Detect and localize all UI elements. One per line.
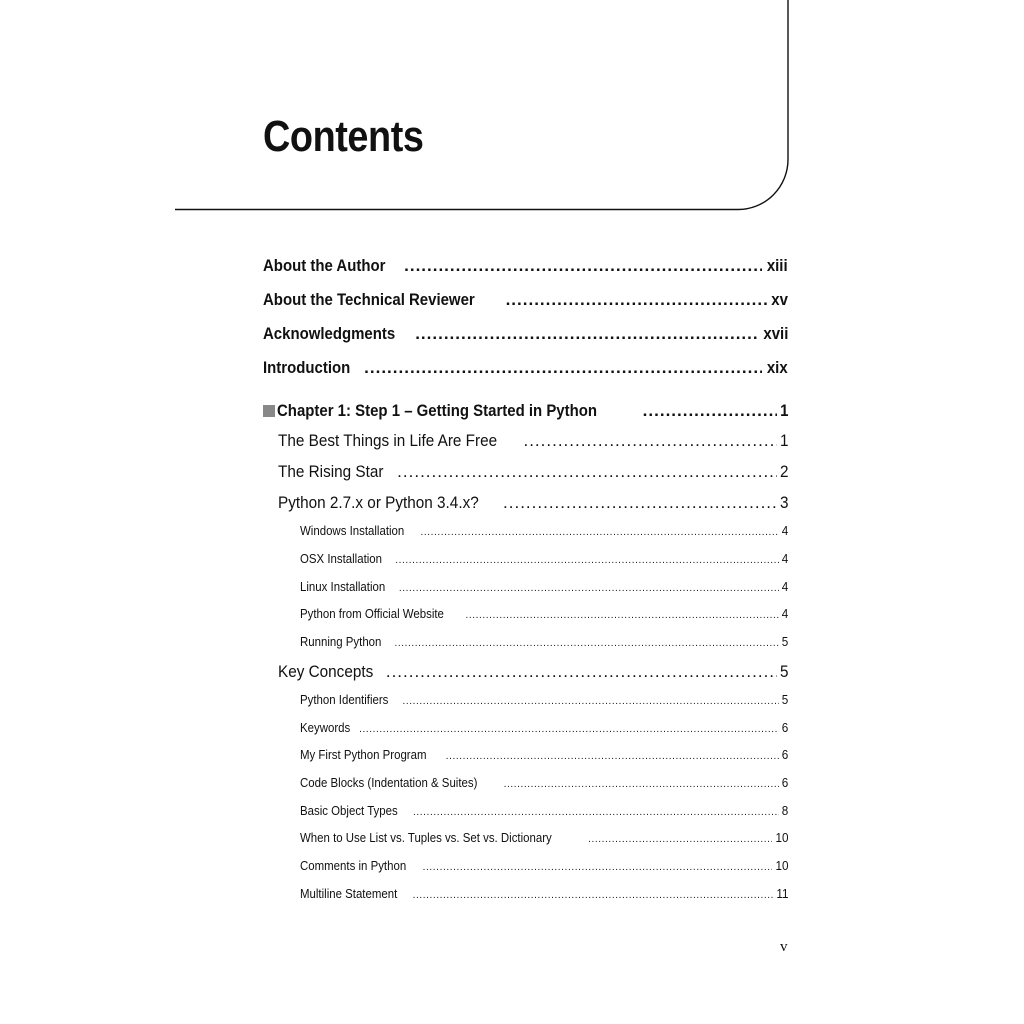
toc-entry-title: My First Python Program: [300, 747, 427, 762]
toc-entry-subsection[interactable]: [300, 550, 788, 570]
toc-entry-page: 5: [779, 662, 788, 681]
chapter-heading: [263, 400, 641, 422]
toc-entry-title: Introduction: [263, 358, 351, 377]
toc-entry-page: 5: [781, 692, 788, 707]
toc-entry-subsection[interactable]: [300, 522, 788, 542]
dot-leader: [386, 661, 777, 683]
dot-leader: [404, 255, 762, 277]
toc-entry-page: 8: [781, 803, 788, 818]
toc-entry-title: Code Blocks (Indentation & Suites): [300, 775, 478, 790]
toc-entry-page: xv: [771, 290, 788, 309]
toc-entry-title: About the Author: [263, 256, 386, 275]
dot-leader: [397, 461, 776, 483]
dot-leader: [523, 430, 776, 452]
toc-entry-page: 2: [779, 462, 788, 481]
toc-entry-page: xix: [767, 358, 788, 377]
dot-leader: [359, 721, 779, 739]
toc-entry-page: 11: [775, 886, 788, 901]
toc-entry-subsection[interactable]: [300, 857, 788, 877]
toc-entry-subsection[interactable]: [300, 829, 788, 849]
toc-entry-subsection[interactable]: [300, 719, 788, 739]
toc-entry-title: The Rising Star: [278, 462, 384, 481]
toc-entry-subsection[interactable]: [300, 691, 788, 711]
toc-entry-page: xiii: [767, 256, 788, 275]
toc-entry-chapter-1[interactable]: [263, 400, 788, 422]
page-number: v: [780, 939, 788, 955]
toc-entry-title: Keywords: [300, 720, 351, 735]
toc-entry-title: Python Identifiers: [300, 692, 389, 707]
toc-entry-page: 4: [781, 606, 788, 621]
toc-entry-subsection[interactable]: [300, 633, 788, 653]
toc-entry-page: 4: [781, 523, 788, 538]
toc-entry-page: 1: [779, 431, 788, 450]
toc-entry-subsection[interactable]: [300, 802, 788, 822]
toc-entry-page: xvii: [763, 324, 788, 343]
toc-entry-title: Multiline Statement: [300, 886, 398, 901]
toc-entry-title: Python 2.7.x or Python 3.4.x?: [278, 493, 479, 512]
dot-leader: [402, 693, 778, 711]
toc-entry-about-author[interactable]: [263, 255, 788, 277]
dot-leader: [364, 357, 762, 379]
dot-leader: [413, 804, 779, 822]
toc-entry-title: OSX Installation: [300, 551, 383, 566]
toc-entry-section[interactable]: [278, 430, 788, 452]
toc-entry-subsection[interactable]: [300, 578, 788, 598]
toc-entry-subsection[interactable]: [300, 885, 788, 905]
toc-entry-title: Windows Installation: [300, 523, 405, 538]
dot-leader: [395, 635, 779, 653]
toc-entry-title: Acknowledgments: [263, 324, 396, 343]
toc-entry-title: Linux Installation: [300, 579, 386, 594]
toc-entry-page: 1: [779, 401, 788, 420]
toc-entry-page: 3: [779, 493, 788, 512]
toc-entry-section[interactable]: [278, 661, 788, 683]
toc-entry-subsection[interactable]: [300, 746, 788, 766]
dot-leader: [421, 524, 779, 542]
page-title: Contents: [263, 112, 424, 161]
toc-entry-page: 4: [781, 579, 788, 594]
toc-entry-subsection[interactable]: [300, 605, 788, 625]
dot-leader: [399, 580, 779, 598]
toc-entry-introduction[interactable]: [263, 357, 788, 379]
toc-entry-section[interactable]: [278, 461, 788, 483]
toc-entry-title: About the Technical Reviewer: [263, 290, 475, 309]
toc-entry-page: 6: [781, 775, 788, 790]
toc-entry-technical-reviewer[interactable]: [263, 289, 788, 311]
toc-entry-page: 10: [774, 830, 788, 845]
toc-entry-title: Key Concepts: [278, 662, 374, 681]
chapter-marker-icon: [263, 405, 275, 417]
toc-entry-title: Chapter 1: Step 1 – Getting Started in Python: [277, 401, 598, 420]
toc-entry-title: Comments in Python: [300, 858, 407, 873]
dot-leader: [506, 289, 768, 311]
toc-entry-page: 6: [781, 720, 788, 735]
dot-leader: [504, 776, 779, 794]
dot-leader: [643, 400, 777, 422]
toc-entry-title: Running Python: [300, 634, 382, 649]
toc-entry-title: Basic Object Types: [300, 803, 398, 818]
dot-leader: [395, 552, 779, 570]
dot-leader: [423, 859, 772, 877]
dot-leader: [503, 492, 777, 514]
toc-entry-title: The Best Things in Life Are Free: [278, 431, 498, 450]
toc-entry-page: 6: [781, 747, 788, 762]
toc-entry-title: When to Use List vs. Tuples vs. Set vs. Dictionary: [300, 830, 552, 845]
dot-leader: [466, 607, 779, 625]
dot-leader: [413, 887, 773, 905]
dot-leader: [446, 748, 779, 766]
toc-entry-page: 10: [774, 858, 788, 873]
dot-leader: [415, 323, 757, 345]
toc-entry-section[interactable]: [278, 492, 788, 514]
toc-entry-acknowledgments[interactable]: [263, 323, 788, 345]
dot-leader: [588, 831, 771, 849]
toc-entry-title: Python from Official Website: [300, 606, 444, 621]
toc-entry-subsection[interactable]: [300, 774, 788, 794]
toc-entry-page: 4: [781, 551, 788, 566]
toc-entry-page: 5: [781, 634, 788, 649]
